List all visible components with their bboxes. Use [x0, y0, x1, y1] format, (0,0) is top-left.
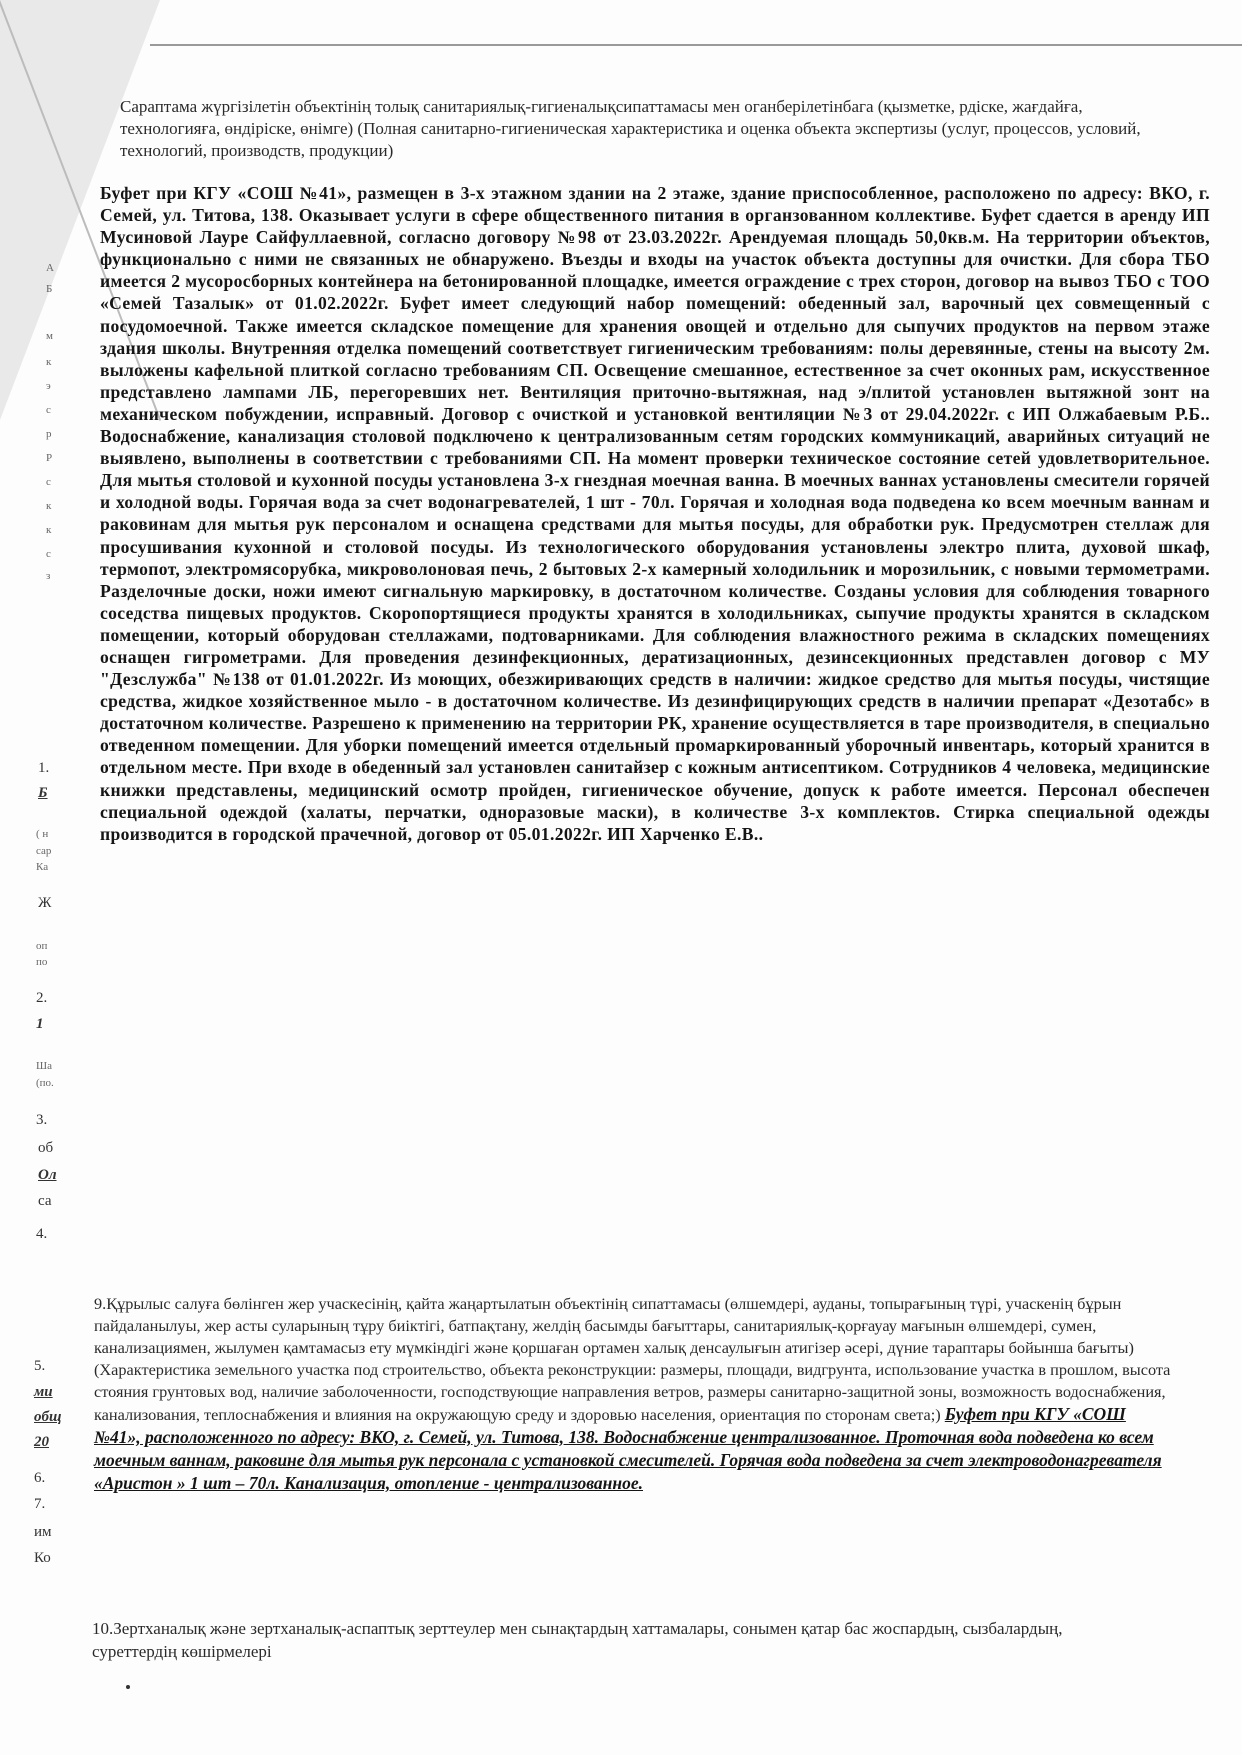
page-top-edge [150, 44, 1242, 46]
section-10-heading: 10.Зертханалық және зертханалық-аспаптық зерттеулер мен сынақтардың хаттамалары, сонымен қатар бас жоспардың, сызбалардың, суреттердің көшірмелері [92, 1619, 1063, 1661]
margin-fragment: об [38, 1140, 54, 1156]
margin-fragment: 1. [38, 760, 50, 776]
fold-letter: к [46, 356, 52, 368]
margin-fragment: 20 [34, 1434, 49, 1450]
margin-fragment: 3. [36, 1112, 48, 1128]
margin-fragment: (по. [36, 1077, 54, 1089]
margin-fragment: Ж [38, 895, 52, 911]
fold-letter: э [46, 380, 51, 392]
stray-dot [126, 1685, 130, 1689]
margin-fragment: общ [34, 1409, 62, 1425]
fold-letter: к [46, 524, 52, 536]
margin-fragment: 2. [36, 990, 48, 1006]
margin-fragment: Ко [34, 1550, 51, 1566]
margin-fragment: Б [38, 785, 48, 801]
fold-letter: с [46, 548, 51, 560]
margin-fragment: 5. [34, 1358, 46, 1374]
fold-letter: м [46, 330, 53, 342]
fold-letter: з [46, 570, 51, 582]
fold-letter: с [46, 476, 51, 488]
margin-fragment: ( н [36, 828, 49, 840]
fold-letter: р [46, 428, 52, 440]
margin-fragment: оп [36, 940, 48, 952]
fold-letter: Б [46, 283, 53, 295]
fold-letter: с [46, 404, 51, 416]
fold-letter: Р [46, 452, 53, 464]
section-9 [94, 1293, 1174, 1495]
margin-fragment: ми [34, 1384, 53, 1400]
fold-letter: А [46, 262, 54, 274]
margin-fragment: Ша [36, 1060, 52, 1072]
margin-fragment: 1 [36, 1016, 44, 1032]
margin-fragment: сар [36, 845, 52, 857]
margin-fragment: по [36, 956, 48, 968]
fold-letter: к [46, 500, 52, 512]
section-8-body: Буфет при КГУ «СОШ №41», размещен в 3-х этажном здании на 2 этаже, здание приспособленное, расположено по адресу: ВКО, г. Семей, ул. Титова, 138. Оказывает услуги в сфере общественного питания в органзованном коллективе. Буфет сдается в аренду ИП Мусиновой Лауре Сайфуллаевной, согласно договору №98 от 23.03.2022г. Арендуемая площадь 50,0кв.м. На территории объектов, функционально с ними не связанных не обнаружено. Въезды и входы на участок объекта доступны для очистки. Для сбора ТБО имеется 2 мусоросборных контейнера на бетонированной площадке, имеется ограждение с трех сторон, договор на вывоз ТБО с ТОО «Семей Тазалык» от 01.02.2022г. Буфет имеет следующий набор помещений: обеденный зал, варочный цех совмещенный с посудомоечной. Также имеется складское помещение для хранения овощей и отдельно для сыпучих продуктов на первом этаже здания школы. Внутренняя отделка помещений соответствует гигиеническим требованиям: полы деревянные, стены на высоту 2м. выложены кафельной плиткой согласно требованиям СП. Освещение смешанное, естественное за счет оконных рам, искусственное представлено лампами ЛБ, перегоревших нет. Вентиляция приточно-вытяжная, над э/плитой установлен вытяжной зонт на механическом побуждении, исправный. Договор с очисткой и установкой вентиляции №3 от 29.04.2022г. с ИП Олжабаевым Р.Б.. Водоснабжение, канализация столовой подключено к централизованным сетям городских коммуникаций, аварийных ситуаций не выявлено, выполнены в соответствии с требованиями СП. На момент проверки техническое состояние сетей удовлетворительное. Для мытья столовой и кухонной посуды установлена 3-х гнездная моечная ванна. В моечных ваннах установлены смесители горячей и холодной воды. Горячая вода за счет водонагревателей, 1 шт - 70л. Горячая и холодная вода подведена ко всем моечным ваннам и раковинам для мытья рук персоналом и оснащена средствами для мытья посуды, для обработки рук. Предусмотрен стеллаж для просушивания кухонной и столовой посуды. Из технологического оборудования установлены электро плита, духовой шкаф, термопот, электромясорубка, микроволоновая печь, 2 бытовых 2-х камерный холодильник и морозильник, с новыми термометрами. Разделочные доски, ножи имеют сигнальную маркировку, в достаточном количестве. Созданы условия для соблюдения товарного соседства пищевых продуктов. Скоропортящиеся продукты хранятся в холодильниках, сыпучие продукты хранятся в складском помещении, который оборудован стеллажами, подтоварниками. Для соблюдения влажностного режима в складских помещениях оснащен гигрометрами. Для проведения дезинфекционных, дератизационных, дезинсекционных представлен договор с МУ "Дезслужба" №138 от 01.01.2022г. Из моющих, обезжиривающих средств в наличии: жидкое средство для мытья посуды, чистящие средства, жидкое хозяйственное мыло - в достаточном количестве. Из дезинфицирующих средств в наличии препарат «Дезотабс» в достаточном количестве. Разрешено к применению на территории РК, хранение осуществляется в таре производителя, в специально отведенном помещении. Для уборки помещений имеется отдельный промаркированный уборочный инвентарь, который хранится в отдельном месте. При входе в обеденный зал установлен санитайзер с кожным антисептиком. Сотрудников 4 человека, медицинские книжки представлены, медицинский осмотр пройден, гигиеническое обучение, допуск к работе имеется. Персонал обеспечен специальной одеждой (халаты, перчатки, одноразовые маски), в количестве 3-х комплектов. Стирка специальной одежды производится в городской прачечной, договор от 05.01.2022г. ИП Харченко Е.В.. [100, 183, 1210, 844]
margin-fragment: са [38, 1193, 52, 1209]
margin-fragment: Ка [36, 861, 49, 873]
section-9-description: Буфет при КГУ «СОШ №41», расположенного по адресу: ВКО, г. Семей, ул. Титова, 138. Водоснабжение централизованное. Проточная вода подведена ко всем моечным ваннам, раковине для мытья рук персонала с установкой смесителей. Горячая вода подведена за счет электроводонагревателя «Аристон » 1 шт – 70л. Канализация, отопление - централизованное. [94, 1404, 1162, 1493]
margin-fragment: Ол [38, 1167, 57, 1183]
margin-fragment: 4. [36, 1226, 48, 1242]
margin-fragment: им [34, 1524, 52, 1540]
margin-fragment: 6. [34, 1470, 46, 1486]
margin-fragment: 7. [34, 1496, 46, 1512]
section-8-heading: Сараптама жүргізілетін объектінің толық санитариялық-гигиеналықсипаттамасы мен оганберілетінбага (қызметке, рдіске, жағдайға, технологияға, өндіріске, өнімге) (Полная санитарно-гигиеническая характеристика и оценка объекта экспертизы (услуг, процессов, условий, технологий, производств, продукции) [120, 97, 1141, 160]
section-9-heading: 9.Құрылыс салуға бөлінген жер учаскесінің, қайта жаңартылатын объектінің сипаттамасы (өлшемдері, ауданы, топырағының түрі, учаскенің бұрын пайдаланылуы, жер асты суларының тұру биіктігі, батпақтану, желдің басымды бағыттары, санитариялық-қорғауау мағынын өлшемдері, сумен, канализациямен, жылумен қамтамасыз ету мүмкіндігі және қоршаған ортамен халық денсаулығын атигізер әсері, дүние тараптары бойынша бағыты) (Характеристика земельного участка под строительство, объекта реконструкции: размеры, площади, видгрунта, использование участка в прошлом, высота стояния грунтовых вод, наличие заболоченности, господствующие направления ветров, размеры санитарно-защитной зоны, возможность водоснабжения, канализования, теплоснабжения и влияния на окружающую среду и здоровью населения, ориентация по сторонам света;) [94, 1294, 1171, 1424]
